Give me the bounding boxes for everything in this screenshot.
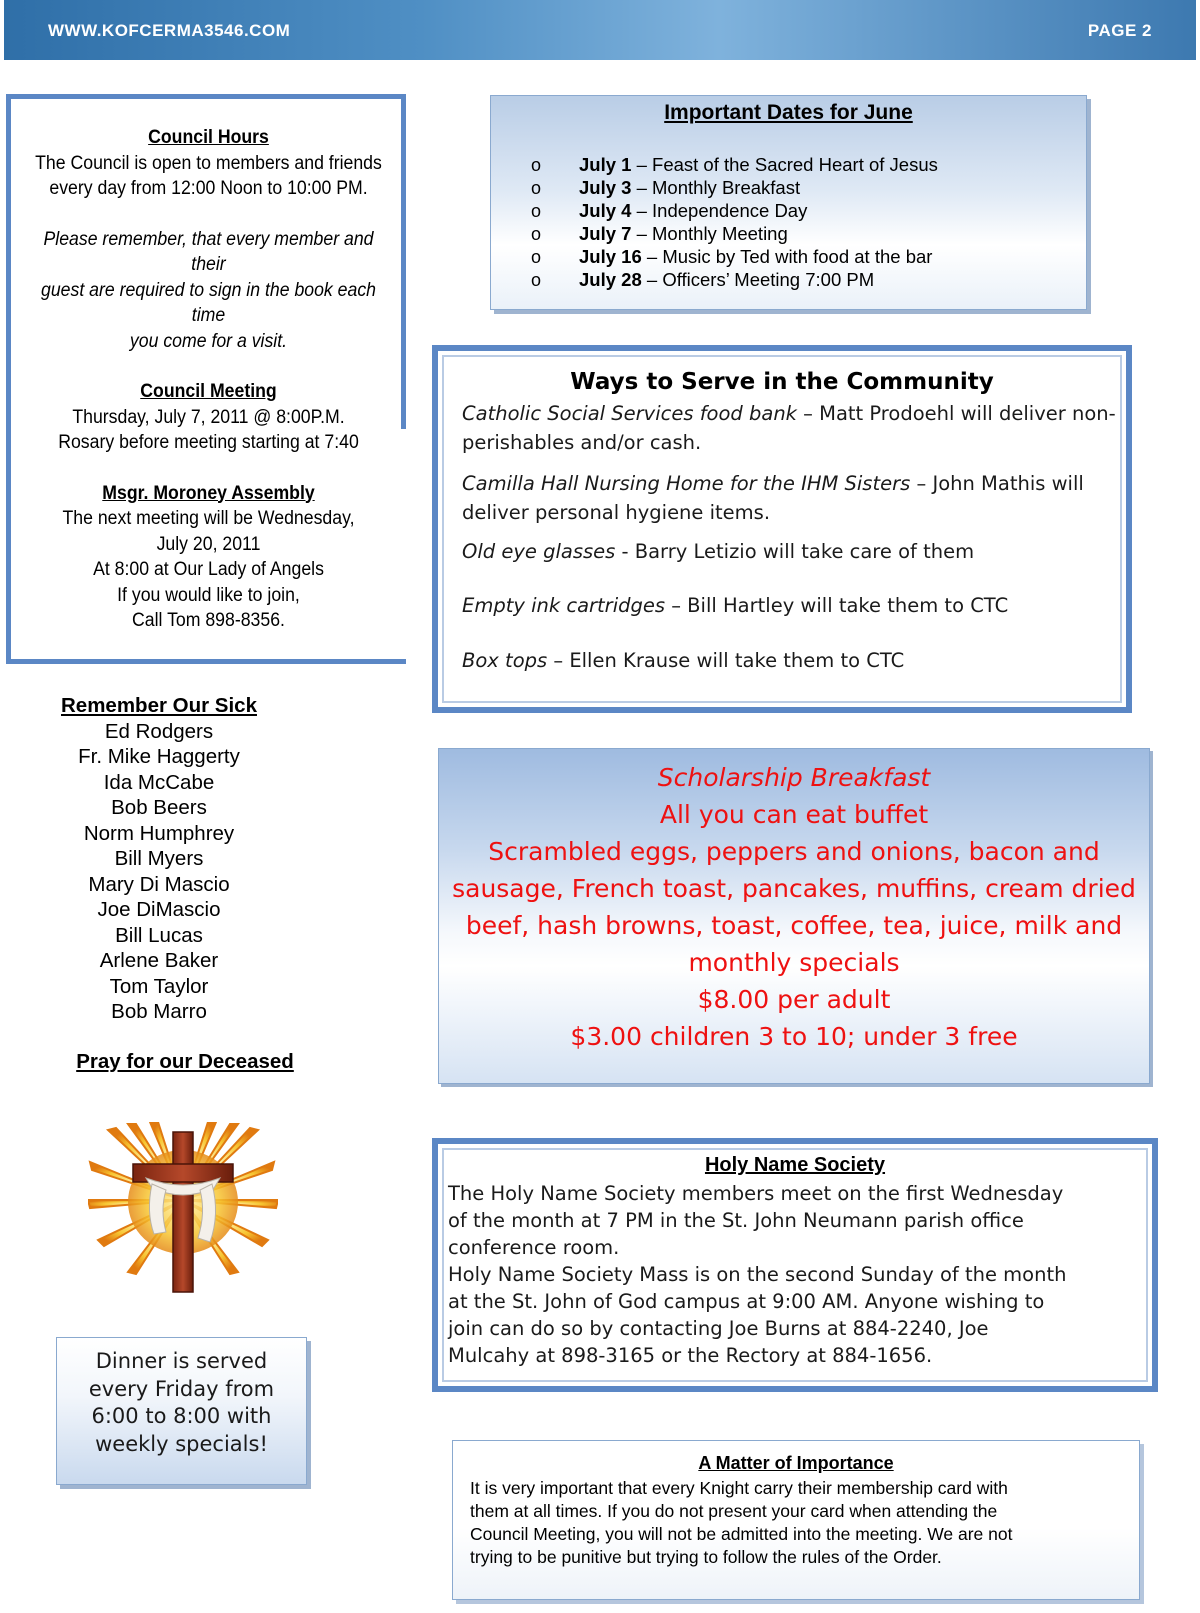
bullet-icon: o (531, 224, 542, 244)
assembly-line: At 8:00 at Our Lady of Angels (93, 559, 324, 580)
scholarship-price: $8.00 per adult (697, 985, 891, 1014)
council-hours-line: every day from 12:00 Noon to 10:00 PM. (49, 178, 368, 199)
scholarship-title: Scholarship Breakfast (657, 763, 931, 792)
serve-community-box (432, 345, 1132, 713)
serve-who: – Bill Hartley will take them to CTC (665, 594, 1009, 617)
sign-in-note: guest are required to sign in the book each time (41, 279, 376, 326)
date-desc: – Feast of the Sacred Heart of Jesus (631, 154, 938, 175)
sign-in-note: you come for a visit. (129, 330, 288, 352)
date-item (531, 199, 938, 222)
serve-item (462, 399, 1132, 457)
bullet-icon: o (531, 178, 542, 198)
assembly-title: Msgr. Moroney Assembly (102, 482, 315, 504)
holy-name-line: Holy Name Society Mass is on the second Sunday of the month (448, 1263, 1067, 1286)
bullet-icon: o (531, 155, 542, 175)
serve-title: Ways to Serve in the Community (570, 369, 994, 395)
holy-name-line: conference room. (448, 1236, 620, 1259)
site-url[interactable]: WWW.KOFCERMA3546.COM (48, 21, 291, 40)
cross-with-sash-icon (88, 1122, 278, 1294)
assembly-line: The next meeting will be Wednesday, (62, 508, 355, 529)
holy-name-line: at the St. John of God campus at 9:00 AM. Anyone wishing to (448, 1290, 1045, 1313)
council-info-box (6, 94, 406, 664)
scholarship-line: Scrambled eggs, peppers and onions, bacon and (488, 837, 1100, 866)
sick-name: Bob Marro (111, 1000, 207, 1023)
date-label: July 1 (579, 154, 632, 175)
date-desc: – Monthly Meeting (631, 223, 788, 244)
assembly-line: July 20, 2011 (156, 533, 261, 555)
dinner-box (56, 1337, 307, 1485)
serve-who: – Ellen Krause will take them to CTC (547, 649, 905, 672)
sick-title: Remember Our Sick (61, 694, 257, 717)
serve-who: – John Mathis will deliver personal hygiene items. (462, 472, 1084, 524)
sick-name: Bill Myers (114, 847, 204, 870)
date-item (531, 222, 938, 245)
deceased-title: Pray for our Deceased (76, 1050, 294, 1073)
serve-item (462, 469, 1132, 527)
date-item (531, 153, 938, 176)
scholarship-price: $3.00 children 3 to 10; under 3 free (570, 1022, 1018, 1051)
scholarship-line: sausage, French toast, pancakes, muffins, cream dried (452, 874, 1136, 903)
sick-name: Ida McCabe (103, 770, 215, 794)
bullet-icon: o (531, 270, 542, 290)
holy-name-line: join can do so by contacting Joe Burns at 884-2240, Joe (448, 1317, 989, 1340)
date-desc: – Music by Ted with food at the bar (641, 246, 933, 267)
sick-name: Bill Lucas (115, 923, 203, 947)
council-hours-line: The Council is open to members and friends (35, 152, 382, 174)
dinner-line: Dinner is served (95, 1349, 268, 1373)
date-desc: – Independence Day (631, 200, 808, 221)
serve-what: Camilla Hall Nursing Home for the IHM Sisters (462, 472, 911, 495)
sick-name: Bob Beers (111, 796, 207, 819)
sick-name: Tom Taylor (109, 974, 209, 998)
serve-what: Old eye glasses (462, 540, 616, 563)
scholarship-line: beef, hash browns, toast, coffee, tea, juice, milk and (465, 911, 1123, 940)
holy-name-society-box (432, 1138, 1158, 1392)
date-label: July 28 (579, 269, 642, 290)
sick-name: Norm Humphrey (83, 821, 235, 845)
dinner-line: every Friday from (88, 1376, 275, 1401)
sick-list (0, 693, 318, 1025)
serve-who: - Barry Letizio will take care of them (615, 540, 975, 563)
holy-name-line: Mulcahy at 898-3165 or the Rectory at 884-1656. (448, 1344, 933, 1367)
date-label: July 4 (579, 200, 632, 221)
sick-name: Joe DiMascio (97, 898, 221, 921)
important-dates-box (490, 95, 1087, 310)
scholarship-line: monthly specials (688, 948, 900, 977)
serve-what: Empty ink cartridges (462, 594, 666, 617)
sick-name: Fr. Mike Haggerty (78, 745, 240, 768)
scholarship-breakfast-box (438, 748, 1150, 1084)
sick-name: Ed Rodgers (104, 719, 214, 743)
matter-line: trying to be punitive but trying to follow the rules of the Order. (470, 1547, 942, 1567)
date-item (531, 268, 938, 291)
serve-who: – Matt Prodoehl will deliver non-perishables and/or cash. (462, 402, 1116, 454)
council-meeting-title: Council Meeting (140, 381, 277, 402)
page-number: PAGE 2 (1087, 21, 1152, 40)
date-item (531, 176, 938, 199)
assembly-line: If you would like to join, (117, 584, 300, 606)
council-meeting-line: Thursday, July 7, 2011 @ 8:00P.M. (72, 406, 345, 428)
assembly-line: Call Tom 898-8356. (132, 610, 285, 631)
bullet-icon: o (531, 201, 542, 221)
matter-title: A Matter of Importance (698, 1453, 894, 1473)
matter-of-importance-box (452, 1440, 1140, 1600)
dates-list (531, 153, 938, 291)
scholarship-line: All you can eat buffet (659, 800, 929, 829)
sign-in-note: Please remember, that every member and their (43, 228, 374, 275)
serve-what: Catholic Social Services food bank (462, 402, 797, 425)
sick-name: Mary Di Mascio (88, 872, 230, 896)
date-label: July 16 (579, 246, 642, 267)
holy-name-line: of the month at 7 PM in the St. John Neumann parish office (448, 1209, 1024, 1232)
date-label: July 7 (579, 223, 632, 244)
holy-name-line: The Holy Name Society members meet on the first Wednesday (448, 1182, 1064, 1205)
date-desc: – Officers’ Meeting 7:00 PM (641, 269, 875, 290)
sick-name: Arlene Baker (99, 949, 219, 972)
council-meeting-line: Rosary before meeting starting at 7:40 (58, 432, 359, 453)
dinner-line: weekly specials! (95, 1431, 268, 1456)
date-item (531, 245, 938, 268)
matter-line: them at all times. If you do not present your card when attending the (470, 1501, 998, 1521)
holy-name-title: Holy Name Society (704, 1154, 886, 1176)
date-label: July 3 (579, 177, 632, 198)
serve-item (462, 591, 1132, 620)
date-desc: – Monthly Breakfast (631, 177, 801, 198)
serve-item (462, 646, 1132, 675)
important-dates-title: Important Dates for June (664, 101, 913, 124)
matter-line: It is very important that every Knight carry their membership card with (470, 1478, 1008, 1498)
page-header (4, 0, 1196, 60)
bullet-icon: o (531, 247, 542, 267)
serve-what: Box tops (462, 649, 548, 672)
dinner-line: 6:00 to 8:00 with (91, 1404, 272, 1428)
matter-line: Council Meeting, you will not be admitted into the meeting. We are not (470, 1524, 1013, 1544)
serve-item (462, 537, 1132, 566)
council-hours-title: Council Hours (148, 127, 269, 148)
